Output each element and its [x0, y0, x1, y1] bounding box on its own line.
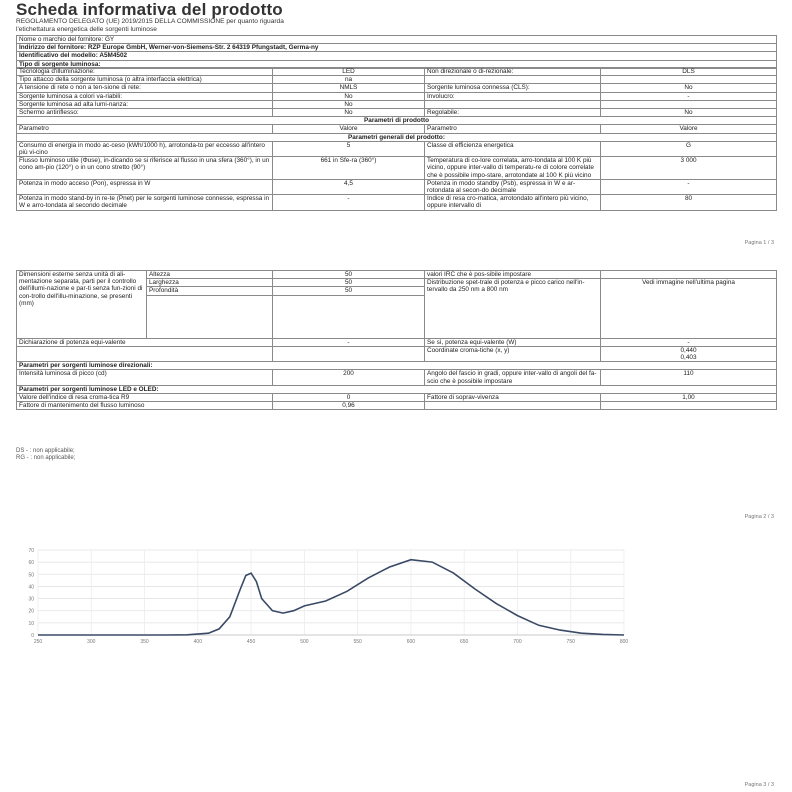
type-label: Regolabile:	[425, 109, 601, 117]
x-tick-label: 750	[566, 639, 575, 645]
param-value: 110	[601, 370, 777, 385]
param-label: Indice di resa cro-matica, arrotondato all'intero più vicino, oppure intervallo di	[425, 195, 601, 210]
y-tick-label: 50	[28, 572, 34, 579]
dim-name: Larghezza	[147, 279, 273, 287]
y-tick-label: 30	[28, 596, 34, 603]
param-label: Classe di efficienza energetica	[425, 141, 601, 156]
x-tick-label: 450	[246, 639, 256, 645]
x-tick-label: 700	[513, 639, 522, 645]
page-1	[0, 0, 792, 262]
supplier-address: Indirizzo del fornitore: RZP Europe GmbH, Werner-von-Siemens-Str. 2 64319 Pfungstadt, Germa-ny	[17, 44, 777, 52]
general-row	[17, 141, 777, 156]
x-tick-label: 250	[33, 639, 43, 645]
cri-continuation: valori IRC che è pos-sibile impostare	[425, 271, 601, 279]
param-label: Intensità luminosa di picco (cd)	[17, 370, 273, 385]
param-value: -	[273, 195, 425, 210]
param-value: 661 in Sfe-ra (360°)	[273, 157, 425, 180]
x-tick-label: 300	[87, 639, 96, 645]
type-label: Tecnologia d'illuminazione:	[17, 68, 273, 76]
param-value: 1,00	[601, 394, 777, 402]
y-tick-label: 60	[28, 560, 34, 567]
dim-value: 50	[273, 279, 425, 287]
product-info-table	[16, 35, 777, 69]
chart-grid	[38, 550, 624, 635]
type-value: No	[273, 109, 425, 117]
param-label: Fattore di soprav-vivenza	[425, 394, 601, 402]
equiv-value: -	[273, 338, 425, 346]
y-tick-label: 40	[28, 584, 34, 591]
param-label: Valore dell'indice di resa croma-tica R9	[17, 394, 273, 402]
x-tick-label: 800	[619, 639, 629, 645]
chroma-y: 0,403	[680, 354, 697, 362]
chroma-label: Coordinate croma-tiche (x, y)	[425, 346, 601, 361]
type-header: Tipo di sorgente luminosa:	[17, 60, 777, 68]
type-row	[17, 100, 777, 108]
chroma-values	[601, 346, 777, 361]
equiv-watts-label: Se sì, potenza equi-valente (W)	[425, 338, 601, 346]
param-label: Angolo del fascio in gradi, oppure inter-vallo di angoli del fa-scio che è possibile impostare	[425, 370, 601, 385]
type-value	[601, 76, 777, 84]
type-value: -	[601, 92, 777, 100]
general-params-title: Parametri generali del prodotto:	[17, 133, 777, 141]
general-row	[17, 157, 777, 180]
param-label: Potenza in modo acceso (Pon), espressa in W	[17, 179, 273, 194]
y-tick-labels	[28, 548, 34, 639]
type-label: Involucro:	[425, 92, 601, 100]
type-label: Tipo attacco della sorgente luminosa (o altra interfaccia elettrica)	[17, 76, 273, 84]
spectral-label: Distribuzione spet-trale di potenza e picco carico nell'in-tervallo da 250 nm a 800 nm	[425, 279, 601, 338]
param-value: 5	[273, 141, 425, 156]
equiv-label: Dichiarazione di potenza equi-valente	[17, 338, 273, 346]
type-value: No	[273, 100, 425, 108]
param-value: 0	[273, 394, 425, 402]
spectral-value: Vedi immagine nell'ultima pagina	[601, 279, 777, 338]
type-value: DLS	[601, 68, 777, 76]
param-value: 3 000	[601, 157, 777, 180]
x-tick-label: 650	[460, 639, 469, 645]
param-value: G	[601, 141, 777, 156]
type-label: Sorgente luminosa ad alta lumi-nanza:	[17, 100, 273, 108]
params-title: Parametri di prodotto	[17, 117, 777, 125]
type-value: LED	[273, 68, 425, 76]
x-tick-label: 400	[193, 639, 202, 645]
y-tick-label: 10	[28, 620, 34, 627]
y-tick-label: 20	[28, 608, 34, 615]
type-label: A tensione di rete o non a ten-sione di rete:	[17, 84, 273, 92]
page-number: Pagina 3 / 3	[744, 782, 774, 788]
page-2	[0, 262, 792, 532]
dimensions-label: Dimensioni esterne senza unità di ali-mentazione separata, parti per il controllo dell'illumi-nazione e par-ti senza fun-zioni di con-trollo dell'illu-minazione, se presenti (mm)	[17, 271, 147, 339]
dim-value: 50	[273, 287, 425, 295]
type-table	[16, 67, 777, 211]
equiv-watts-value: -	[601, 338, 777, 346]
column-header-param: Parametro	[425, 125, 601, 133]
spectrum-series-line	[38, 560, 624, 635]
dim-name: Altezza	[147, 271, 273, 279]
param-value: 0,96	[273, 402, 425, 410]
chroma-x: 0,440	[680, 346, 697, 354]
param-label: Flusso luminoso utile (Φuse), in-dicando se si riferisce al flusso in una sfera (360°), in un cono am-pio (120°) o in un cono stretto (90°)	[17, 157, 273, 180]
page-number: Pagina 1 / 3	[744, 240, 774, 246]
type-row	[17, 68, 777, 76]
type-label: Schermo antiriflesso:	[17, 109, 273, 117]
dim-name: Profondità	[147, 287, 273, 295]
general-row	[17, 179, 777, 194]
type-label: Sorgente luminosa a colori va-riabili:	[17, 92, 273, 100]
param-label: Fattore di mantenimento del flusso luminoso	[17, 402, 273, 410]
type-value: na	[273, 76, 425, 84]
type-value: No	[273, 92, 425, 100]
led-title: Parametri per sorgenti luminose LED e OLED:	[17, 385, 777, 393]
param-value	[601, 402, 777, 410]
regulation-line-2: l'etichettatura energetica delle sorgenti luminose	[16, 26, 157, 33]
param-value: 4,5	[273, 179, 425, 194]
type-label	[425, 100, 601, 108]
footnote-2: RG - : non applicabile;	[16, 455, 76, 461]
x-tick-labels	[34, 639, 629, 645]
x-tick-label: 500	[300, 639, 309, 645]
type-value: NMLS	[273, 84, 425, 92]
dimensions-table	[16, 270, 777, 410]
page-number: Pagina 2 / 3	[744, 514, 774, 520]
param-label: Potenza in modo stand-by in re-te (Pnet) per le sorgenti luminose connesse, espressa in W e arro-tondata al secondo decimale	[17, 195, 273, 210]
general-row	[17, 195, 777, 210]
supplier-name: Nome o marchio del fornitore: GY	[17, 36, 777, 44]
directional-title: Parametri per sorgenti luminose direzionali:	[17, 362, 777, 370]
model-identifier: Identificativo del modello: A5M4502	[17, 52, 777, 60]
type-row	[17, 76, 777, 84]
type-label: Sorgente luminosa connessa (CLS):	[425, 84, 601, 92]
dim-value: 50	[273, 271, 425, 279]
spectral-chart	[0, 542, 792, 652]
type-label: Non direzionale o di-rezionale:	[425, 68, 601, 76]
type-row	[17, 84, 777, 92]
column-header-value: Valore	[273, 125, 425, 133]
param-value: 80	[601, 195, 777, 210]
x-tick-label: 600	[406, 639, 416, 645]
column-header-value: Valore	[601, 125, 777, 133]
param-label: Temperatura di co-lore correlata, arro-tondata al 100 K più vicino, oppure inter-vallo di temperatu-re di colore correlate che è possibile impo-stare, arrotondate al 100 K più vicino	[425, 157, 601, 180]
type-value	[601, 100, 777, 108]
param-label: Consumo di energia in modo ac-ceso (kWh/1000 h), arrotonda-to per eccesso all'intero più vi-cino	[17, 141, 273, 156]
type-value: No	[601, 109, 777, 117]
param-value: 200	[273, 370, 425, 385]
regulation-line-1: REGOLAMENTO DELEGATO (UE) 2019/2015 DELLA COMMISSIONE per quanto riguarda	[16, 18, 284, 25]
column-header-row	[17, 125, 777, 133]
x-tick-label: 550	[353, 639, 362, 645]
type-row	[17, 109, 777, 117]
param-label	[425, 402, 601, 410]
column-header-param: Parametro	[17, 125, 273, 133]
type-label	[425, 76, 601, 84]
page-title: Scheda informativa del prodotto	[16, 0, 283, 19]
x-tick-label: 350	[140, 639, 149, 645]
y-tick-label: 0	[31, 633, 34, 639]
type-row	[17, 92, 777, 100]
page-3	[0, 532, 792, 792]
type-value: No	[601, 84, 777, 92]
y-tick-label: 70	[28, 548, 34, 554]
param-label: Potenza in modo standby (Psb), espressa in W e ar-rotondata al secon-do decimale	[425, 179, 601, 194]
param-value: -	[601, 179, 777, 194]
footnote-1: DS - : non applicabile;	[16, 448, 75, 454]
